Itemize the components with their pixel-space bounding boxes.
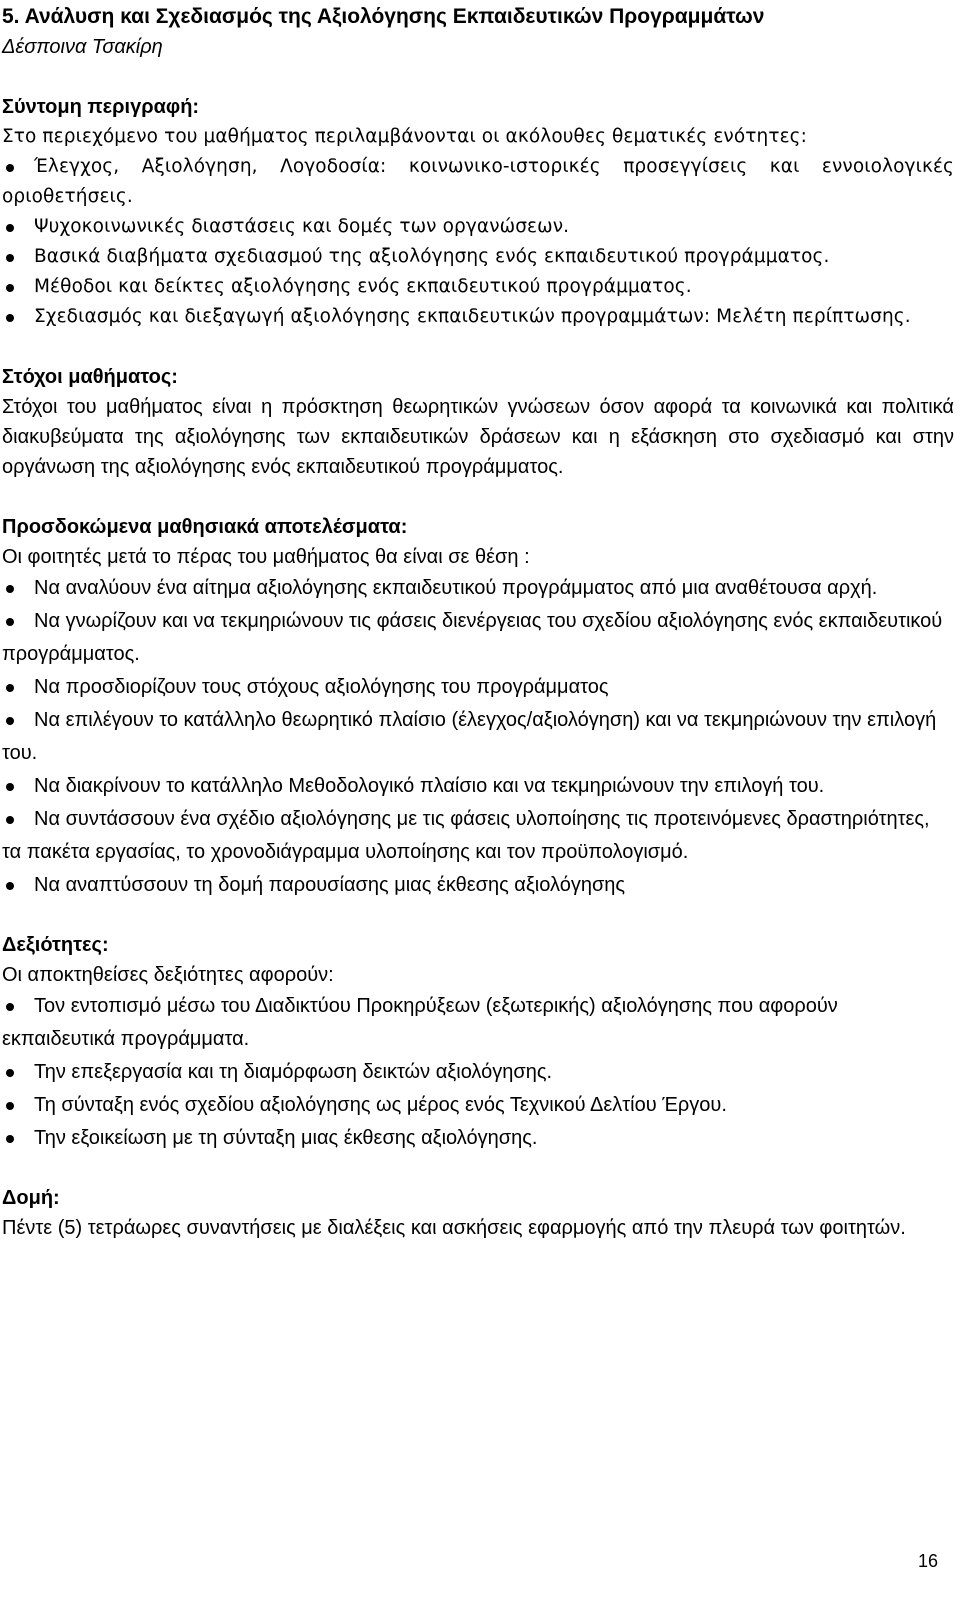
- bullet-icon: [6, 224, 14, 232]
- outcome-item: Να διακρίνουν το κατάλληλο Μεθοδολογικό πλαίσιο και να τεκμηριώνουν την επιλογή του.: [2, 770, 954, 803]
- skill-item: Την επεξεργασία και τη διαμόρφωση δεικτών αξιολόγησης.: [2, 1056, 954, 1089]
- bullet-icon: [6, 314, 14, 322]
- outcomes-list: [2, 572, 954, 902]
- summary-item: Μέθοδοι και δείκτες αξιολόγησης ενός εκπαιδευτικού προγράμματος.: [2, 272, 954, 302]
- structure-heading: Δομή:: [2, 1187, 60, 1209]
- outcomes-heading: Προσδοκώμενα μαθησιακά αποτελέσματα:: [2, 516, 408, 538]
- page-number: 16: [917, 1551, 938, 1571]
- bullet-icon: [6, 1003, 14, 1011]
- summary-item: Βασικά διαβήματα σχεδιασμού της αξιολόγησης ενός εκπαιδευτικού προγράμματος.: [2, 242, 954, 272]
- outcome-item: Να γνωρίζουν και να τεκμηριώνουν τις φάσεις διενέργειας του σχεδίου αξιολόγησης ενός εκπαιδευτικού προγράμματος.: [2, 610, 943, 665]
- summary-item: Έλεγχος, Αξιολόγηση, Λογοδοσία: κοινωνικο-ιστορικές προσεγγίσεις και εννοιολογικές οριοθετήσεις.: [2, 156, 954, 207]
- skills-heading: Δεξιότητες:: [2, 934, 109, 956]
- skill-item: Τη σύνταξη ενός σχεδίου αξιολόγησης ως μέρος ενός Τεχνικού Δελτίου Έργου.: [2, 1089, 954, 1122]
- bullet-icon: [6, 816, 14, 824]
- bullet-icon: [6, 882, 14, 890]
- document-content: [2, 2, 954, 1243]
- author-name: Δέσποινα Τσακίρη: [2, 36, 163, 58]
- skill-item: Τον εντοπισμό μέσω του Διαδικτύου Προκηρύξεων (εξωτερικής) αξιολόγησης που αφορούν εκπαιδευτικά προγράμματα.: [2, 995, 838, 1050]
- bullet-icon: [6, 618, 14, 626]
- bullet-icon: [6, 717, 14, 725]
- summary-item: Σχεδιασμός και διεξαγωγή αξιολόγησης εκπαιδευτικών προγραμμάτων: Μελέτη περίπτωσης.: [2, 302, 954, 332]
- goals-heading: Στόχοι μαθήματος:: [2, 366, 178, 388]
- bullet-icon: [6, 284, 14, 292]
- structure-text: Πέντε (5) τετράωρες συναντήσεις με διαλέξεις και ασκήσεις εφαρμογής από την πλευρά των φοιτητών.: [2, 1217, 906, 1239]
- outcome-item: Να συντάσσουν ένα σχέδιο αξιολόγησης με τις φάσεις υλοποίησης τις προτεινόμενες δραστηριότητες, τα πακέτα εργασίας, το χρονοδιάγραμμα υλοποίησης και τον προϋπολογισμό.: [2, 808, 930, 863]
- outcome-item: Να προσδιορίζουν τους στόχους αξιολόγησης του προγράμματος: [2, 671, 954, 704]
- skills-intro: Οι αποκτηθείσες δεξιότητες αφορούν:: [2, 964, 334, 986]
- outcome-item: Να αναπτύσσουν τη δομή παρουσίασης μιας έκθεσης αξιολόγησης: [2, 869, 954, 902]
- bullet-icon: [6, 684, 14, 692]
- outcome-item: Να αναλύουν ένα αίτημα αξιολόγησης εκπαιδευτικού προγράμματος από μια αναθέτουσα αρχή.: [2, 572, 954, 605]
- skills-list: [2, 990, 954, 1155]
- bullet-icon: [6, 164, 14, 172]
- bullet-icon: [6, 1135, 14, 1143]
- summary-item: Ψυχοκοινωνικές διαστάσεις και δομές των οργανώσεων.: [2, 212, 954, 242]
- bullet-icon: [6, 254, 14, 262]
- summary-intro: Στο περιεχόμενο του μαθήματος περιλαμβάνονται οι ακόλουθες θεματικές ενότητες:: [2, 126, 807, 147]
- bullet-icon: [6, 783, 14, 791]
- summary-heading: Σύντομη περιγραφή:: [2, 96, 200, 118]
- summary-list: [2, 152, 954, 332]
- outcomes-intro: Οι φοιτητές μετά το πέρας του μαθήματος θα είναι σε θέση :: [2, 546, 530, 568]
- page-title: 5. Ανάλυση και Σχεδιασμός της Αξιολόγησης Εκπαιδευτικών Προγραμμάτων: [2, 5, 765, 28]
- outcome-item: Να επιλέγουν το κατάλληλο θεωρητικό πλαίσιο (έλεγχος/αξιολόγηση) και να τεκμηριώνουν την επιλογή του.: [2, 709, 937, 764]
- bullet-icon: [6, 1069, 14, 1077]
- skill-item: Την εξοικείωση με τη σύνταξη μιας έκθεσης αξιολόγησης.: [2, 1122, 954, 1155]
- goals-text: Στόχοι του μαθήματος είναι η πρόσκτηση θεωρητικών γνώσεων όσον αφορά τα κοινωνικά και πολιτικά διακυβεύματα της αξιολόγησης των εκπαιδευτικών δράσεων και η εξάσκηση στο σχεδιασμό και στην οργάνωση της αξιολόγησης ενός εκπαιδευτικού προγράμματος.: [2, 396, 954, 478]
- bullet-icon: [6, 585, 14, 593]
- bullet-icon: [6, 1102, 14, 1110]
